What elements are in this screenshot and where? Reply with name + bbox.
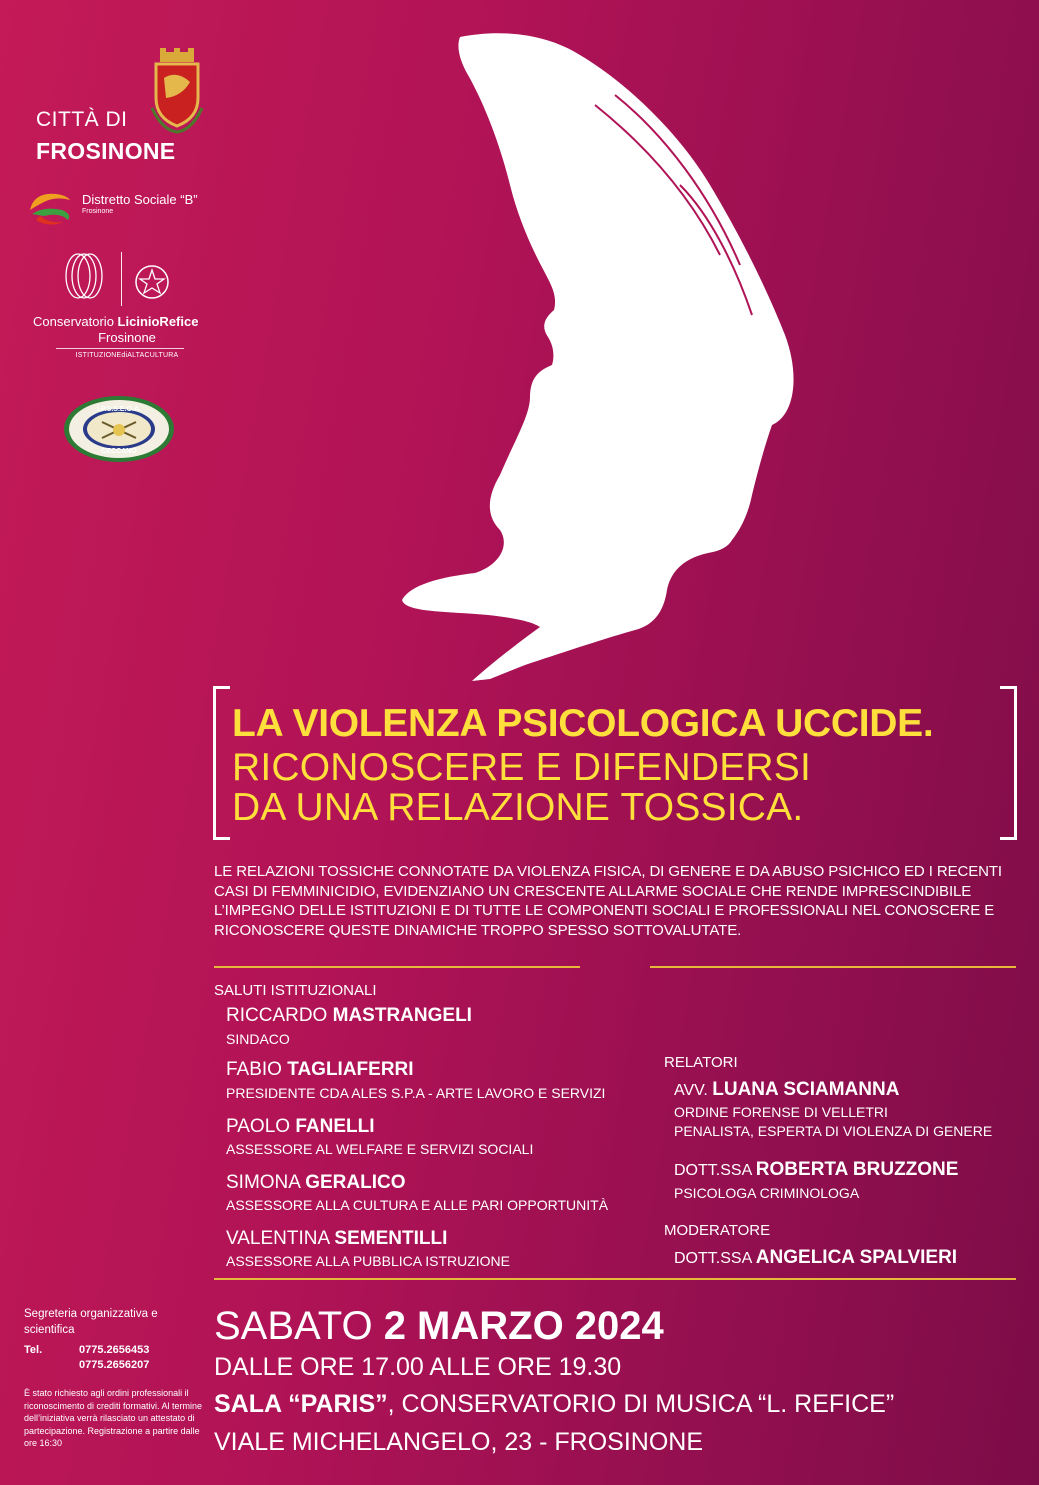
speaker-name: FABIO TAGLIAFERRI [226, 1059, 414, 1080]
speaker-role: ASSESSORE ALLA CULTURA E ALLE PARI OPPORTUNITÀ [226, 1197, 609, 1213]
headline-line-3: DA UNA RELAZIONE TOSSICA. [232, 786, 804, 829]
headline-line-1: LA VIOLENZA PSICOLOGICA UCCIDE. [232, 702, 934, 745]
conservatory-name: Conservatorio LicinioRefice [33, 314, 199, 329]
frosinone-coat-of-arms [146, 48, 208, 134]
city-prefix: CITTÀ DI [36, 108, 128, 131]
speaker-name: RICCARDO MASTRANGELI [226, 1005, 472, 1026]
speaker-name: SIMONA GERALICO [226, 1172, 406, 1193]
event-date: SABATO 2 MARZO 2024 [214, 1304, 664, 1348]
conservatory-city: Frosinone [98, 330, 156, 345]
speaker-role: ASSESSORE ALLA PUBBLICA ISTRUZIONE [226, 1253, 510, 1269]
city-name: FROSINONE [36, 138, 176, 164]
svg-text:I.P.S.S.E.O.A.: I.P.S.S.E.O.A. [97, 406, 141, 413]
speaker-name: DOTT.SSA ROBERTA BRUZZONE [674, 1159, 959, 1180]
relatori-heading: RELATORI [664, 1054, 738, 1071]
headline-line-2: RICONOSCERE E DIFENDERSI [232, 746, 812, 789]
speaker-role: PSICOLOGA CRIMINOLOGA [674, 1185, 860, 1201]
speaker-name: PAOLO FANELLI [226, 1116, 375, 1137]
event-address: VIALE MICHELANGELO, 23 - FROSINONE [214, 1428, 704, 1456]
moderator-name: DOTT.SSA ANGELICA SPALVIERI [674, 1247, 958, 1268]
speaker-name: AVV. LUANA SCIAMANNA [674, 1079, 900, 1100]
conservatory-tagline: ISTITUZIONEdiALTACULTURA [75, 352, 179, 359]
headline-bracket-right [1000, 686, 1017, 840]
phone-number-1: 0775.2656453 [79, 1344, 150, 1356]
divider-left [214, 966, 580, 968]
speaker-role: PRESIDENTE CDA ALES S.P.A - ARTE LAVORO E SERVIZI [226, 1085, 606, 1101]
phone-number-2: 0775.2656207 [79, 1359, 150, 1371]
conservatory-mark-icon [62, 250, 106, 302]
distretto-sociale-name: Distretto Sociale “B” [82, 192, 198, 207]
speaker-role: SINDACO [226, 1031, 290, 1047]
secretariat-label: Segreteria organizzativa e scientifica [24, 1308, 158, 1336]
saluti-heading: SALUTI ISTITUZIONALI [214, 982, 377, 999]
phone-label: Tel. [24, 1344, 43, 1356]
moderatore-heading: MODERATORE [664, 1222, 771, 1239]
event-time: DALLE ORE 17.00 ALLE ORE 19.30 [214, 1353, 622, 1381]
conservatory-rule [56, 348, 184, 349]
svg-text:CECCANO: CECCANO [101, 448, 137, 455]
divider-bottom [214, 1278, 1016, 1280]
distretto-sociale-logo-icon [26, 186, 74, 228]
italian-republic-emblem-icon [132, 262, 172, 302]
ipsseoa-ceccano-logo [62, 394, 176, 464]
speaker-role: PENALISTA, ESPERTA DI VIOLENZA DI GENERE [674, 1123, 993, 1139]
speaker-role: ORDINE FORENSE DI VELLETRI [674, 1104, 888, 1120]
distretto-sociale-city: Frosinone [82, 208, 114, 215]
event-venue: SALA “PARIS”, CONSERVATORIO DI MUSICA “L. REFICE” [214, 1390, 895, 1418]
woman-profile-silhouette [380, 25, 840, 685]
logo-divider [121, 252, 122, 306]
speaker-role: ASSESSORE AL WELFARE E SERVIZI SOCIALI [226, 1141, 534, 1157]
headline-bracket-left [213, 686, 230, 840]
speaker-name: VALENTINA SEMENTILLI [226, 1228, 448, 1249]
credits-notice: È stato richiesto agli ordini professionali il riconoscimento di crediti formativi. Al termine dell’iniziativa verrà rilasciato un attestato di partecipazione. Registrazione a partire dalle ore 16:30 [24, 1388, 203, 1448]
divider-right [650, 966, 1016, 968]
intro-paragraph: LE RELAZIONI TOSSICHE CONNOTATE DA VIOLENZA FISICA, DI GENERE E DA ABUSO PSICHICO ED I RECENTI CASI DI FEMMINICIDIO, EVIDENZIANO UN CRESCENTE ALLARME SOCIALE CHE RENDE IMPRESCINDIBILE L’IMPEGNO DELLE ISTITUZIONI E DI TUTTE LE COMPONENTI SOCIALI E PROFESSIONALI NEL CONOSCERE E RICONOSCERE QUESTE DINAMICHE TROPPO SPESSO SOTTOVALUTATE. [214, 863, 1002, 939]
